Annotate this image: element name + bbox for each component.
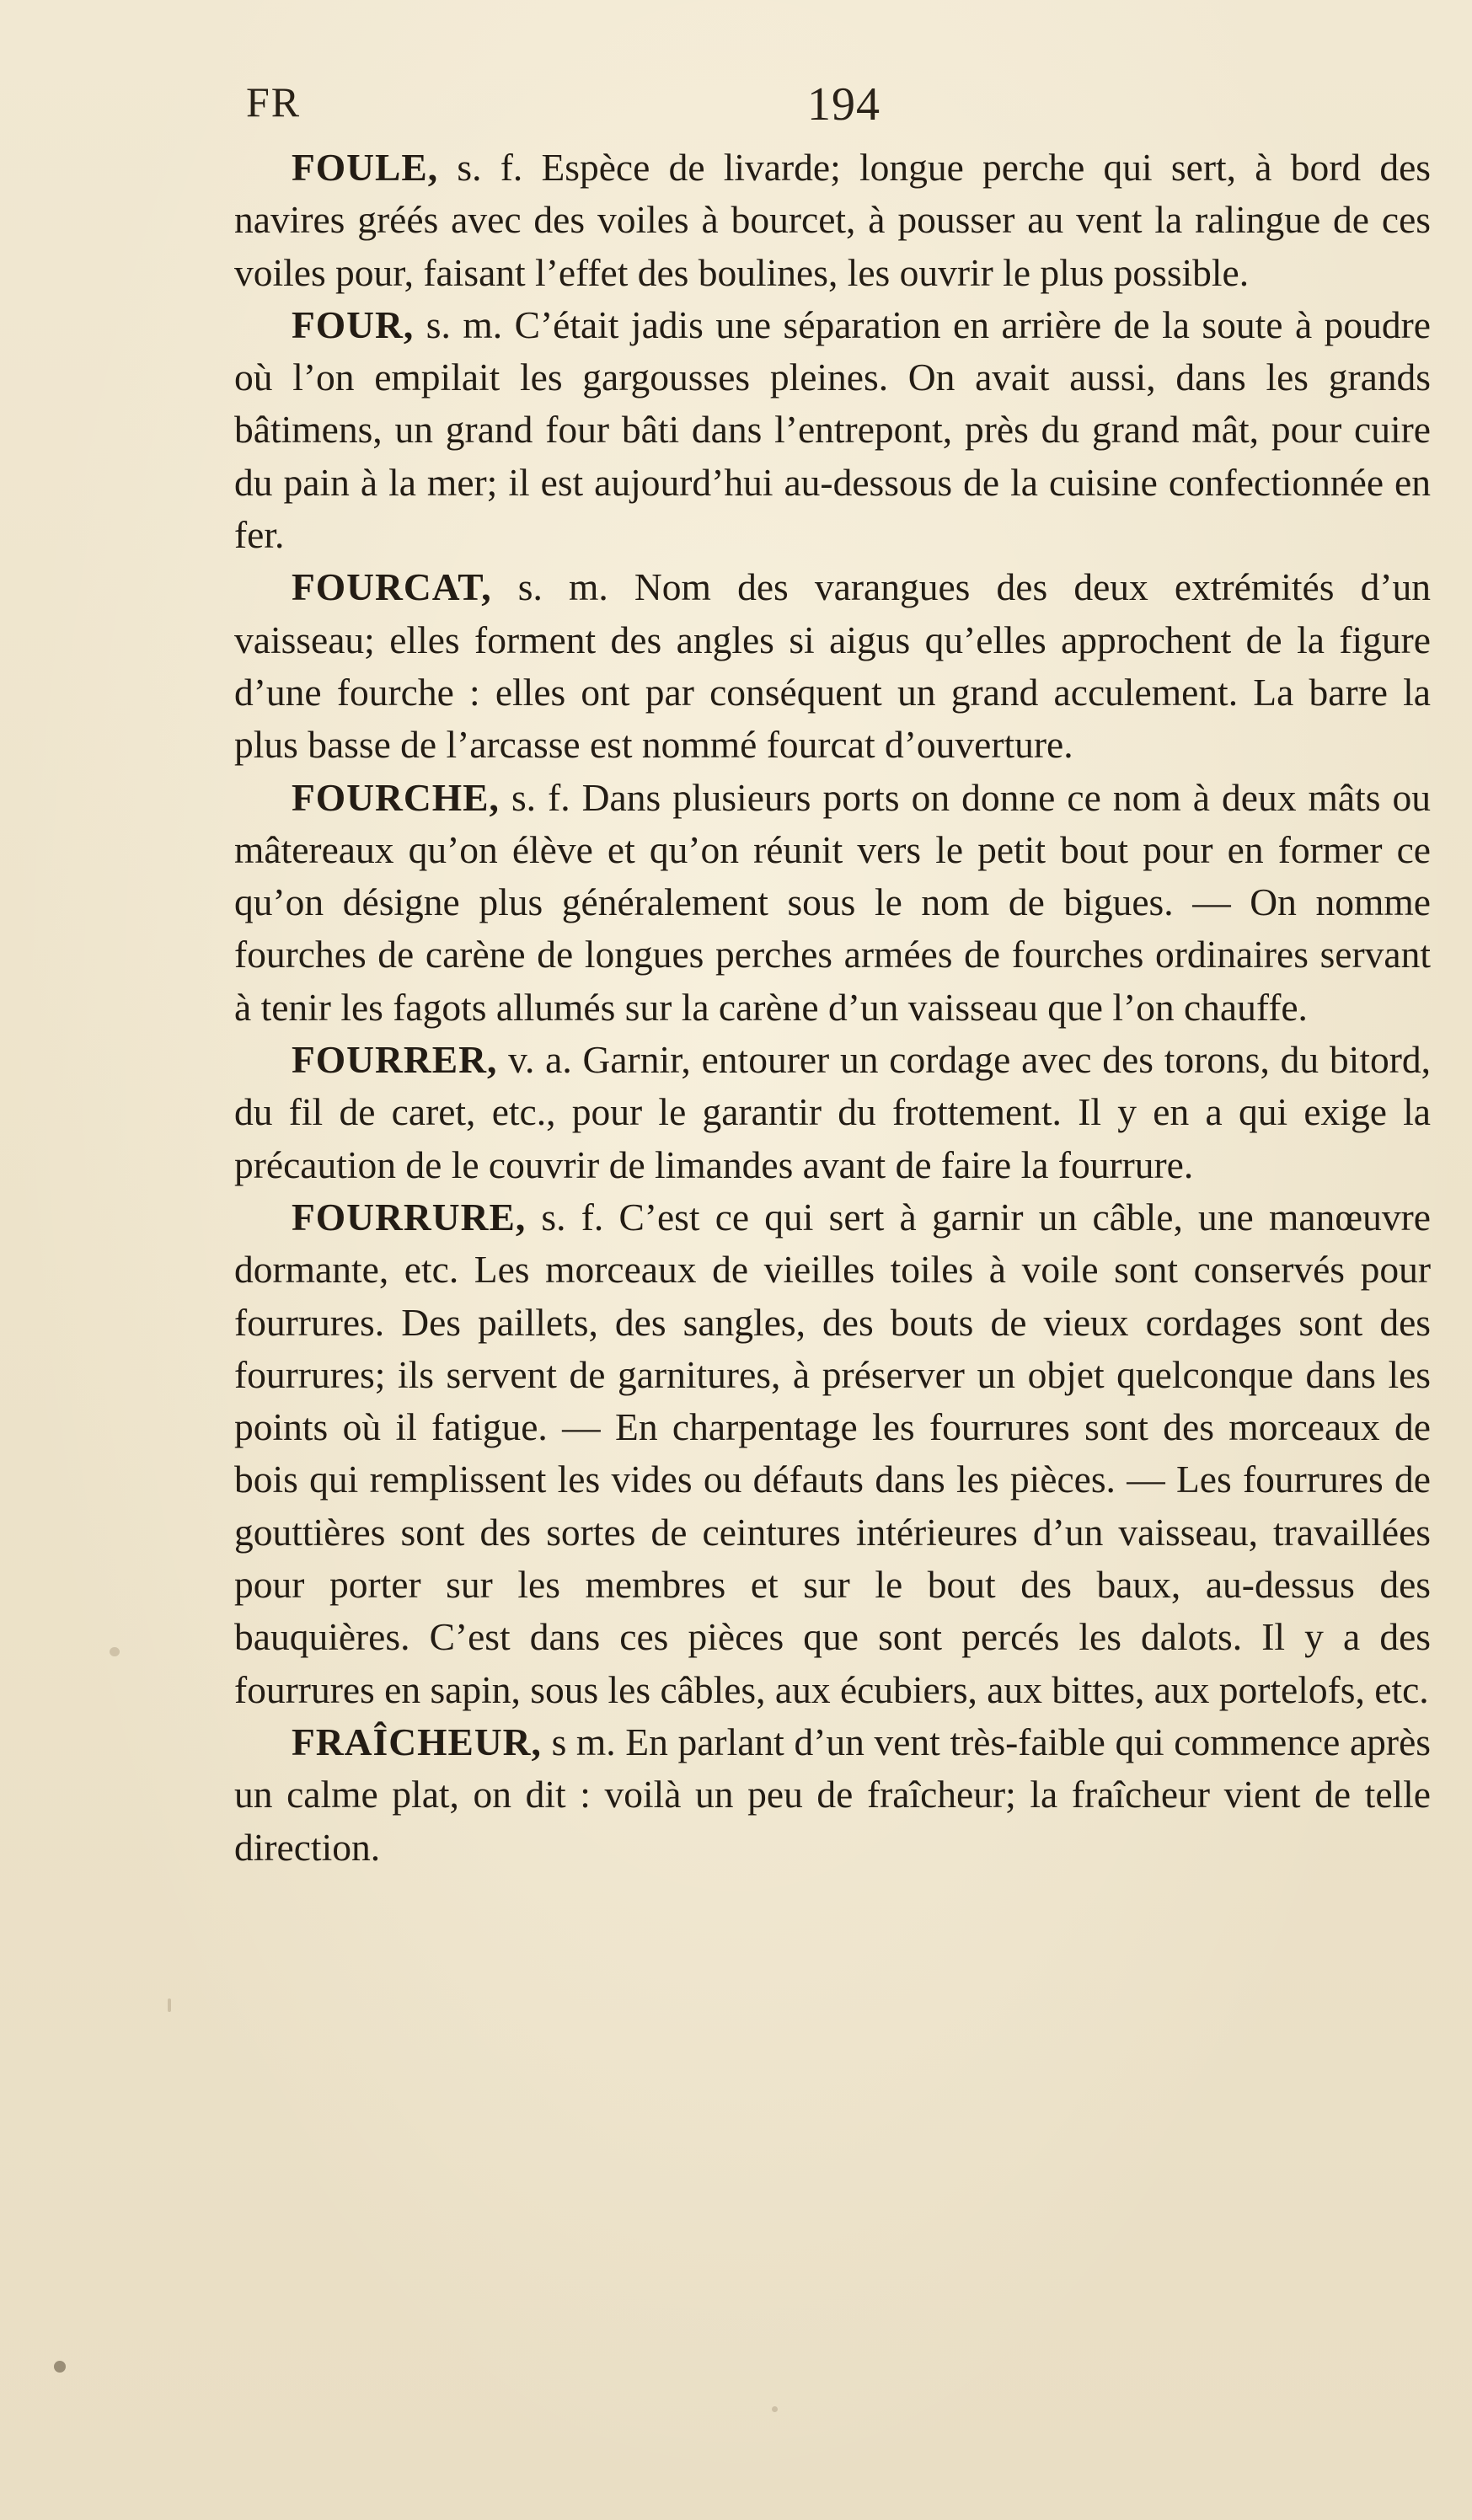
paper-stain	[54, 2361, 66, 2373]
entry-body: s. f. C’est ce qui sert à garnir un câble, une manœuvre dormante, etc. Les morceaux de vieilles toiles à voile sont conservés pour fourrures. Des paillets, des sangles, des bouts de vieux cordages sont des fourrures; ils servent de garnitures, à préserver un objet quelconque dans les points où il fatigue. — En charpentage les fourrures sont des morceaux de bois qui remplissent les vides ou défauts dans les pièces. — Les fourrures de gouttières sont des sortes de ceintures intérieures d’un vaisseau, travaillées pour porter sur les membres et sur le bout des baux, au-dessus des bauquières. C’est dans ces pièces que sont percés les dalots. Il y a des fourrures en sapin, sous les câbles, aux écubiers, aux bittes, aux portelofs, etc.	[234, 1195, 1432, 1711]
paper-stain	[168, 1998, 171, 2012]
entry-body: v. a. Garnir, entourer un cordage avec des torons, du bitord, du fil de caret, etc., pour le garantir du frottement. Il y en a qui exige la précaution de le couvrir de limandes avant de faire la fourrure.	[234, 1038, 1431, 1186]
entry-body: s. f. Dans plusieurs ports on donne ce nom à deux mâts ou mâtereaux qu’on élève et qu’on réunit vers le petit bout pour en former ce qu’on désigne plus généralement sous le nom de bigues. — On nomme fourches de carène de longues perches armées de fourches ordinaires servant à tenir les fagots allumés sur la carène d’un vaisseau que l’on chauffe.	[234, 775, 1432, 1029]
entry-body: s m. En parlant d’un vent très-faible qui commence après un calme plat, on dit : voilà un peu de fraîcheur; la fraîcheur vient de telle direction.	[234, 1720, 1431, 1869]
entry-headword: FOURCAT,	[292, 565, 492, 609]
page-header	[0, 78, 1472, 145]
entry-headword: FOURCHE,	[292, 775, 500, 819]
entry-headword: FRAÎCHEUR,	[292, 1720, 542, 1763]
entry-fraicheur	[234, 1716, 1431, 1874]
entry-foule	[234, 142, 1431, 299]
entry-body: s. f. Espèce de livarde; longue perche qui sert, à bord des navires gréés avec des voiles à bourcet, à pousser au vent la ralingue de ces voiles pour, faisant l’effet des boulines, les ouvrir le plus possible.	[234, 146, 1431, 294]
page-number: 194	[807, 78, 881, 131]
entry-headword: FOURRER,	[292, 1038, 498, 1082]
dictionary-text	[234, 142, 1431, 1874]
entry-fourcat	[234, 561, 1431, 771]
entry-fourrer	[234, 1034, 1431, 1191]
entry-fourrure	[234, 1191, 1431, 1716]
entry-headword: FOUR,	[292, 302, 415, 346]
entry-fourche	[234, 772, 1431, 1034]
entry-four	[234, 299, 1431, 561]
entry-body: s. m. C’était jadis une séparation en arrière de la soute à poudre où l’on empilait les gargousses pleines. On avait aussi, dans les grands bâtimens, un grand four bâti dans l’entrepont, près du grand mât, pour cuire du pain à la mer; il est aujourd’hui au-dessous de la cuisine confectionnée en fer.	[234, 302, 1432, 557]
entry-headword: FOULE,	[292, 146, 439, 189]
entry-headword: FOURRURE,	[292, 1195, 527, 1239]
section-signature: FR	[246, 78, 302, 126]
entry-body: s. m. Nom des varangues des deux extrémités d’un vaisseau; elles forment des angles si aigus qu’elles approchent de la figure d’une fourche : elles ont par conséquent un grand acculement. La barre la plus basse de l’arcasse est nommé fourcat d’ouverture.	[234, 565, 1432, 767]
paper-stain	[110, 1647, 120, 1656]
paper-stain	[772, 2406, 778, 2412]
